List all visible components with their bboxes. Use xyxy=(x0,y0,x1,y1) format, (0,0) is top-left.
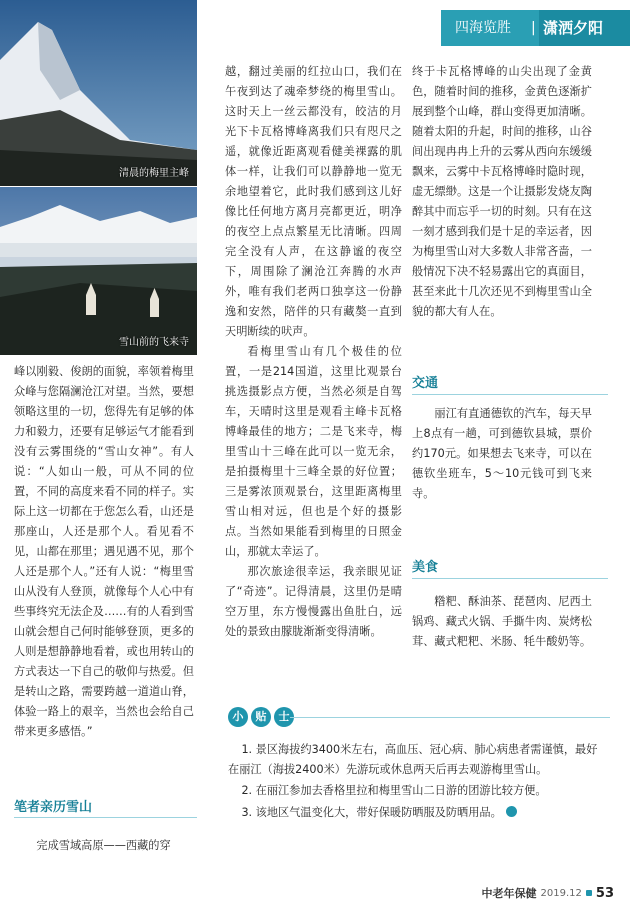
heading-food: 美食 xyxy=(412,560,439,575)
photo-meili-peak xyxy=(0,0,197,186)
tips-box xyxy=(228,740,608,824)
page-footer xyxy=(482,885,614,901)
magazine-name: 中老年保健 xyxy=(481,887,537,900)
tips-rule xyxy=(290,717,610,718)
footer-dot-icon xyxy=(586,890,592,896)
heading-transport: 交通 xyxy=(412,376,439,391)
section-header xyxy=(441,10,630,46)
article-column-2 xyxy=(225,62,402,642)
tip-item xyxy=(228,803,608,823)
issue-date: 2019.12 xyxy=(540,887,582,899)
tips-title-char: 贴 xyxy=(251,707,271,727)
transport-section xyxy=(412,404,592,504)
paragraph: 完成雪域高原——西藏的穿 xyxy=(36,839,171,852)
photo-feilai-temple xyxy=(0,187,197,355)
article-column-3 xyxy=(412,62,592,322)
paragraph: 峰以刚毅、俊朗的面貌，率领着梅里众峰与您隔澜沧江对望。当然，要想领略这里的一切，您得先有足够的体力和毅力，还要有足够运气才能看到没有云雾围绕的“雪山女神”。有人说：“人如山一般，可从不同的位置，不同的高度来看不同的样子。实际上这一切都在于您怎么看，山还是那座山，人还是那个人。看见看不见，山都在那里；遇见遇不见，那个人还是那个人。”还有人说：“梅里雪山从没有人登顶，就像每个人心中有些事终究无法企及……有的人看到雪山就会想自己何时能够登顶，更多的人则是想静静地看着，或也用转山的方式表达一下自己的敬仰与热爱。但是转山之路，需要跨越一道道山脊，体验一路上的艰辛，当然也会给自己带来更多感悟。” xyxy=(14,365,194,738)
tips-title-char: 小 xyxy=(228,707,248,727)
header-separator: | xyxy=(531,10,539,46)
divider xyxy=(412,394,608,395)
photo-caption: 清晨的梅里主峰 xyxy=(119,168,189,179)
divider xyxy=(412,578,608,579)
paragraph: 那次旅途很幸运，我亲眼见证了“奇迹”。记得清晨，这里仍是晴空万里，东方慢慢露出鱼肚白，远处的景致由朦胧渐渐变得清晰。 xyxy=(225,565,402,638)
paragraph: 看梅里雪山有几个极佳的位置，一是214国道，这里比观景台挑选摄影点方便，当然必须是自驾车，天晴时这里是观看主峰卡瓦格博峰最佳的地方；二是飞来寺，梅里雪山十三峰在此可以一览无余，是拍摄梅里十三峰全景的好位置；三是雾浓顶观景台，这里距离梅里雪山相对远，但也是个好的摄影点。当然如果能看到梅里的日照金山，那就太幸运了。 xyxy=(225,345,402,558)
divider xyxy=(14,817,197,818)
tip-item-text: 3. 该地区气温变化大，带好保暖防晒服及防晒用品。 xyxy=(241,805,502,819)
article-column-1-tail xyxy=(14,836,194,856)
photo-caption: 雪山前的飞来寺 xyxy=(119,337,189,348)
tip-item: 2. 在丽江参加去香格里拉和梅里雪山二日游的团游比较方便。 xyxy=(241,784,547,797)
transport-text: 丽江有直通德钦的汽车，每天早上8点有一趟，可到德钦县城，票价约170元。如果想去飞来寺，可以在德钦坐班车，5～10元钱可到飞来寺。 xyxy=(412,407,592,500)
tips-title xyxy=(228,707,294,727)
end-mark-icon xyxy=(506,806,517,817)
page-number: 53 xyxy=(595,885,614,901)
tip-item: 1. 景区海拔约3400米左右，高血压、冠心病、肺心病患者需谨慎，最好在丽江（海拔2400米）先游玩或休息两天后再去观游梅里雪山。 xyxy=(228,743,598,776)
article-column-1 xyxy=(14,362,194,742)
heading-personal-experience: 笔者亲历雪山 xyxy=(14,800,93,815)
food-section xyxy=(412,592,592,652)
food-text: 糌粑、酥油茶、琵琶肉、尼西土锅鸡、藏式火锅、手撕牛肉、炭烤松茸、藏式粑粑、米肠、牦牛酸奶等。 xyxy=(412,595,592,648)
paragraph: 越，翻过美丽的红拉山口，我们在午夜到达了魂牵梦绕的梅里雪山。这时天上一丝云都没有，皎洁的月光下卡瓦格博峰离我们只有咫尺之遥，就像近距离观看健美裸露的肌体一样，让我们可以静静地一览无余地望着它，此时我们感到这儿好像比任何地方离月亮都更近，明净的夜空上点点繁星无比清晰。四周完全没有人声，在这静谧的夜空下，周围除了澜沧江奔腾的水声外，唯有我们老两口独享这一份静逸和安然，陪伴的只有藏獒一直到天明断续的吠声。 xyxy=(225,65,402,338)
paragraph: 终于卡瓦格博峰的山尖出现了金黄色，随着时间的推移，金黄色逐渐扩展到整个山峰，群山变得更加清晰。随着太阳的升起，时间的推移，山谷间出现冉冉上升的云雾从西向东缓缓飘来，云雾中卡瓦格博峰时隐时现，虚无缥缈。这是一个让摄影发烧友陶醉其中而忘乎一切的时刻。只有在这一刻才感到我们是十足的幸运者，因为梅里雪山对大多数人非常吝啬，一般情况下决不轻易露出它的真面目，甚至来此十几次还见不到梅里雪山全貌的都大有人在。 xyxy=(412,65,592,318)
section-topic: 潇洒夕阳 xyxy=(539,10,630,46)
tips-title-char: 士 xyxy=(274,707,294,727)
section-name: 四海览胜 xyxy=(441,10,531,46)
